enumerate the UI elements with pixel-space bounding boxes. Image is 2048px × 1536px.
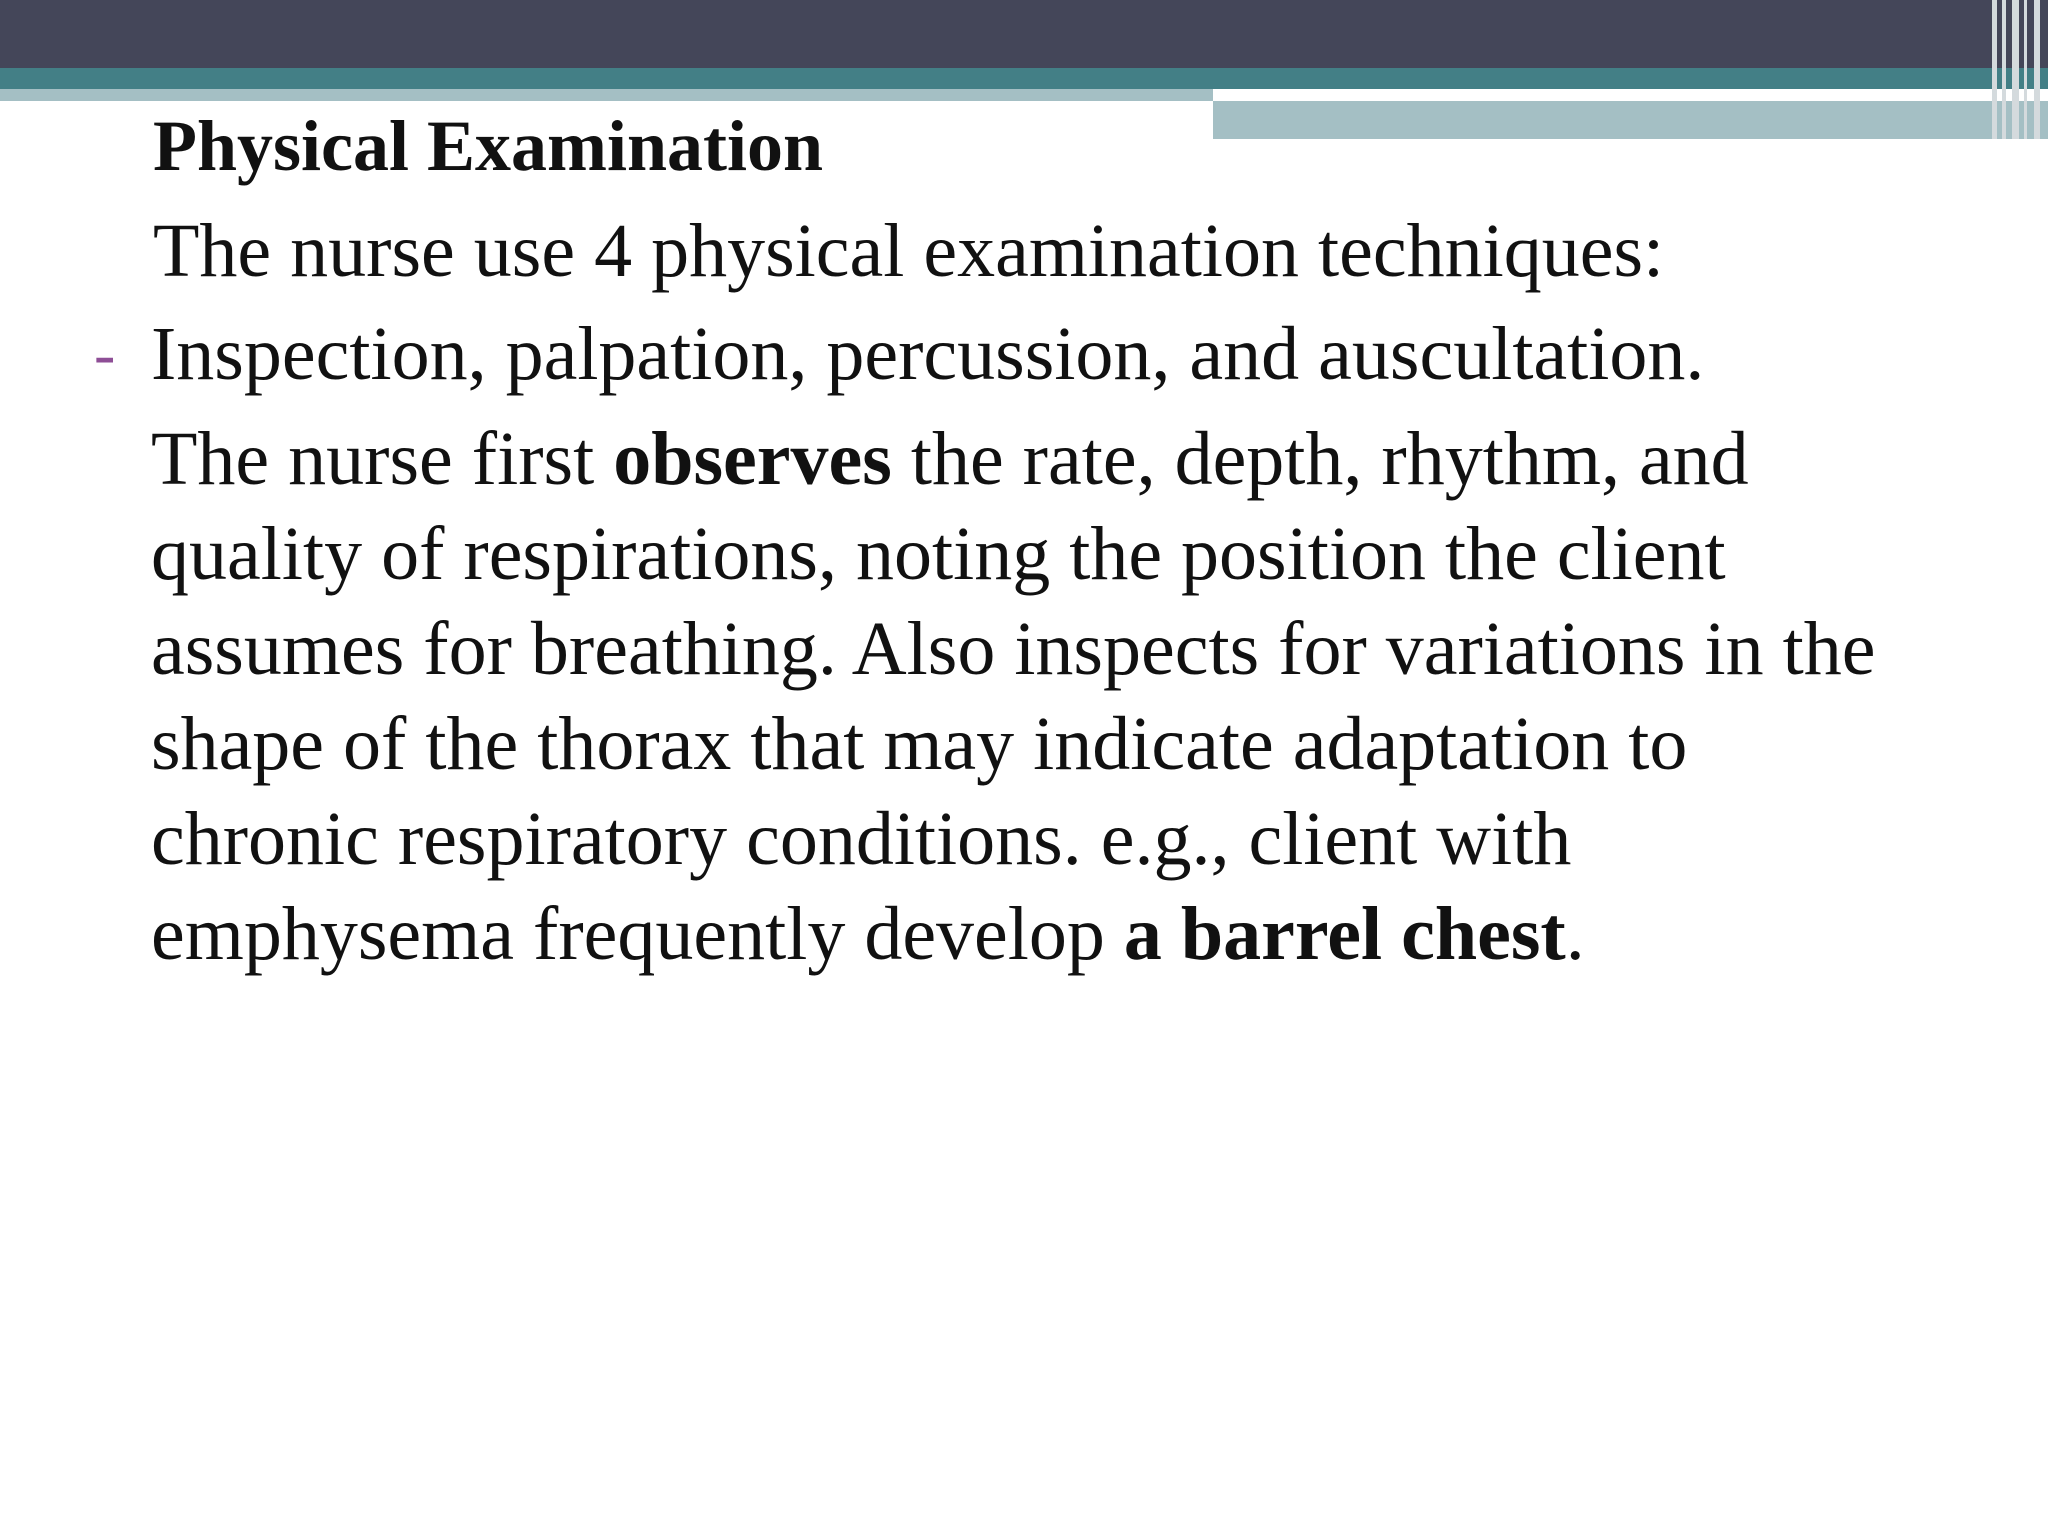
paragraph-line-5: chronic respiratory conditions. e.g., client with	[151, 797, 1572, 881]
bullet-item: Inspection, palpation, percussion, and auscultation.	[151, 312, 1705, 396]
paragraph-line-6	[151, 892, 1585, 976]
paragraph-text: .	[1565, 892, 1585, 976]
slide-title: Physical Examination	[153, 106, 824, 186]
paragraph-line-1	[151, 417, 1749, 501]
paragraph-text: The nurse first	[151, 417, 614, 501]
emphasis-observes: observes	[613, 417, 892, 501]
paragraph-line-2: quality of respirations, noting the position the client	[151, 512, 1726, 596]
bullet-marker: -	[94, 318, 116, 389]
paragraph-text: the rate, depth, rhythm, and	[891, 417, 1749, 501]
paragraph-line-3: assumes for breathing. Also inspects for variations in the	[151, 607, 1876, 691]
intro-text: The nurse use 4 physical examination techniques:	[153, 209, 1665, 293]
paragraph-text: emphysema frequently develop	[151, 892, 1124, 976]
paragraph-line-4: shape of the thorax that may indicate adaptation to	[151, 702, 1688, 786]
emphasis-barrel-chest: a barrel chest	[1123, 892, 1566, 976]
